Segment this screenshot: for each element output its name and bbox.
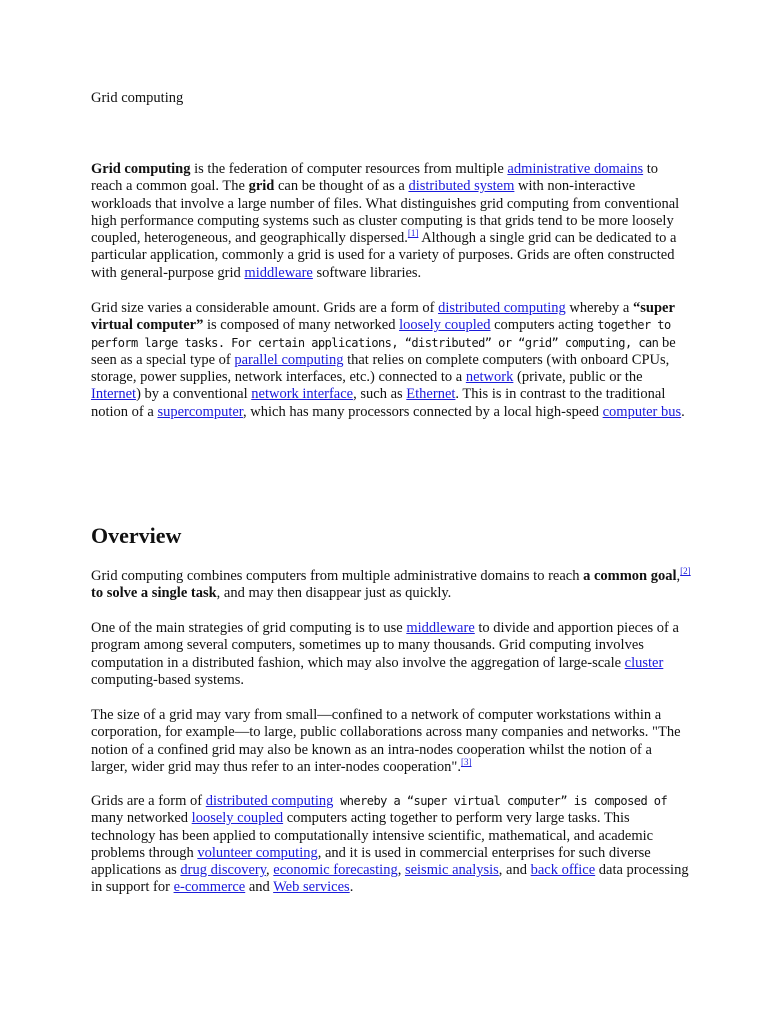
- link-network[interactable]: network: [465, 369, 514, 386]
- link-parallel-computing[interactable]: parallel computing: [234, 351, 344, 368]
- bold-term: “super virtual computer”: [91, 300, 675, 334]
- overview-paragraph-2: One of the main strategies of grid computing is to use middleware to divide and apportion pieces of a program among several computers, sometimes up to many thousands. Grid computing involves computation in a distributed fashion, which may also involve the aggregation of large-scale cluster computing-based systems.: [91, 620, 679, 688]
- link-web-services[interactable]: Web services: [273, 879, 350, 896]
- bold-term: Grid computing: [91, 161, 191, 177]
- link-drug-discovery[interactable]: drug discovery: [180, 862, 267, 879]
- link-loosely-coupled[interactable]: loosely coupled: [191, 810, 284, 827]
- link-loosely-coupled[interactable]: loosely coupled: [399, 317, 491, 334]
- link-volunteer-computing[interactable]: volunteer computing: [197, 844, 318, 861]
- overview-paragraph-4: Grids are a form of distributed computing whereby a “super virtual computer” is composed of many networked loosely coupled computers acting together to perform very large tasks. This technology has been applied to computationally intensive scientific, mathematical, and academic problems through volunteer computing, and it is used in commercial enterprises for such diverse applications as drug discovery, economic forecasting, seismic analysis, and back office data processing in support for e-commerce and Web services.: [91, 793, 689, 896]
- link-middleware[interactable]: middleware: [406, 620, 475, 636]
- link-seismic-analysis[interactable]: seismic analysis: [404, 862, 499, 879]
- link-distributed-computing[interactable]: distributed computing: [205, 793, 334, 809]
- link-internet[interactable]: Internet: [91, 386, 137, 403]
- bold-term: grid: [248, 178, 275, 195]
- link-computer-bus[interactable]: computer bus: [602, 403, 682, 420]
- link-e-commerce[interactable]: e-commerce: [173, 879, 246, 896]
- link-administrative-domains[interactable]: administrative domains: [507, 161, 644, 177]
- link-cluster[interactable]: cluster: [624, 654, 664, 671]
- overview-paragraph-3: The size of a grid may vary from small—confined to a network of computer workstations within a corporation, for example—to large, public collaborations across many companies and networks. "The notion of a confined grid may also be known as an intra-nodes cooperation whilst the notion of a larger, wider grid may thus refer to an inter-nodes cooperation".[3]: [91, 707, 681, 775]
- link-distributed-computing[interactable]: distributed computing: [438, 300, 566, 316]
- grid-size-paragraph: Grid size varies a considerable amount. Grids are a form of distributed computing whereby a “super virtual computer” is composed of many networked loosely coupled computers acting together to perform large tasks. For certain applications, “distributed” or “grid” computing, can be seen as a special type of parallel computing that relies on complete computers (with onboard CPUs, storage, power supplies, network interfaces, etc.) connected to a network (private, public or the Internet) by a conventional network interface, such as Ethernet. This is in contrast to the traditional notion of a supercomputer, which has many processors connected by a local high-speed computer bus.: [91, 300, 685, 420]
- link-economic-forecasting[interactable]: economic forecasting: [273, 862, 398, 879]
- link-back-office[interactable]: back office: [530, 862, 596, 879]
- link-supercomputer[interactable]: supercomputer: [157, 403, 244, 420]
- citation-link[interactable]: [1]: [407, 228, 419, 239]
- link-middleware[interactable]: middleware: [244, 264, 313, 281]
- document-title: Grid computing: [91, 90, 184, 106]
- citation-link[interactable]: [2]: [680, 566, 691, 576]
- link-network-interface[interactable]: network interface: [251, 386, 354, 403]
- section-heading-overview: Overview: [91, 523, 182, 548]
- link-ethernet[interactable]: Ethernet: [406, 386, 456, 403]
- citation-link[interactable]: [3]: [460, 756, 472, 767]
- intro-paragraph: Grid computing is the federation of computer resources from multiple administrative domains to reach a common goal. The grid can be thought of as a distributed system with non-interactive workloads that involve a large number of files. What distinguishes grid computing from conventional high performance computing systems such as cluster computing is that grids tend to be more loosely coupled, heterogeneous, and geographically dispersed.[1] Although a single grid can be dedicated to a particular application, commonly a grid is used for a variety of purposes. Grids are often constructed with general-purpose grid middleware software libraries.: [91, 161, 680, 281]
- document-page: [91, 88, 691, 896]
- link-distributed-system[interactable]: distributed system: [408, 178, 515, 195]
- bold-term: to solve a single task: [91, 585, 217, 602]
- bold-term: a common goal: [583, 568, 677, 584]
- overview-paragraph-1: Grid computing combines computers from multiple administrative domains to reach a common goal,[2] to solve a single task, and may then disappear just as quickly.: [91, 566, 691, 602]
